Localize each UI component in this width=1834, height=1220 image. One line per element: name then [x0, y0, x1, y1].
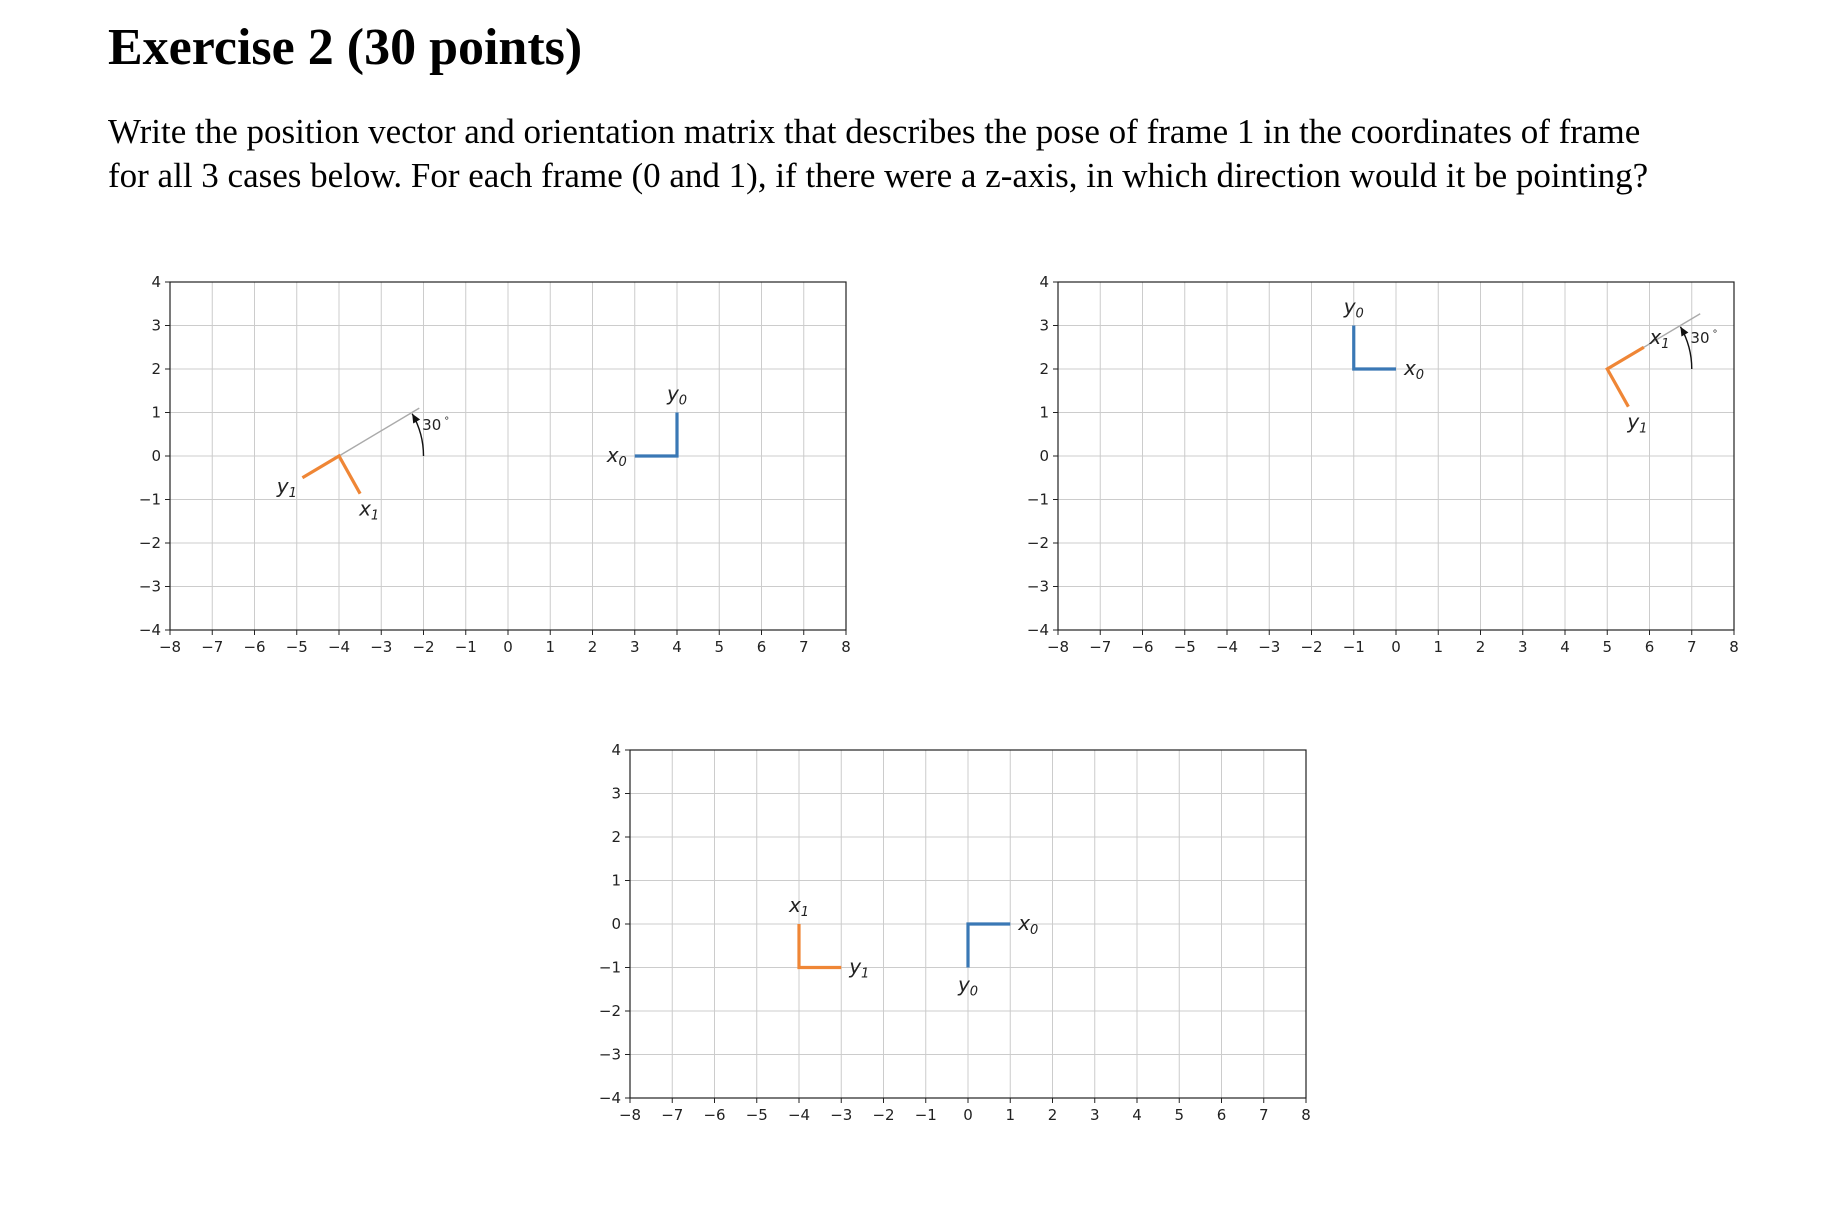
x-tick-label: 7: [1686, 638, 1697, 656]
x-tick-label: 1: [1433, 638, 1444, 656]
frame0-y-axis-label: $y_0$: [1343, 294, 1364, 322]
y-tick-label: −3: [1026, 577, 1049, 596]
exercise-instructions: [108, 110, 1834, 198]
x-tick-label: −7: [661, 1106, 684, 1124]
frame0-axes: [968, 924, 1010, 968]
frame1-x-axis-label: $x_1$: [1649, 325, 1670, 353]
frame0-x-axis-label: $x_0$: [606, 443, 627, 470]
x-tick-label: 0: [1391, 638, 1401, 656]
x-tick-label: −6: [1131, 638, 1154, 656]
plot-case-3: [590, 730, 1430, 1180]
angle-label: [422, 416, 449, 434]
instruction-line: for all 3 cases below. For each frame (0 and 1), if there were a z-axis, in which direction would it be pointing?: [108, 156, 1649, 195]
frame1-y-axis-label: $y_1$: [849, 954, 870, 982]
frame0-y-axis-label: $y_0$: [957, 972, 979, 1000]
y-tick-label: −2: [1026, 534, 1049, 552]
x-tick-label: 5: [1174, 1106, 1185, 1124]
y-tick-label: 0: [611, 915, 621, 933]
x-tick-label: 4: [672, 638, 682, 656]
angle-label: [1690, 329, 1717, 347]
frame1-axes: [799, 924, 841, 968]
x-tick-label: 4: [1132, 1106, 1142, 1124]
y-tick-label: −3: [138, 577, 161, 596]
x-tick-label: 6: [1216, 1106, 1227, 1124]
frame0-axes: [635, 413, 677, 457]
frame1-y-axis-label: $y_1$: [276, 473, 297, 501]
x-tick-label: 2: [1475, 638, 1486, 656]
y-tick-label: 1: [611, 871, 621, 890]
x-tick-label: −6: [703, 1106, 726, 1124]
x-tick-label: 5: [1602, 638, 1613, 656]
y-tick-label: −2: [598, 1002, 621, 1020]
x-tick-label: −5: [1173, 638, 1196, 656]
y-tick-label: −4: [138, 621, 161, 639]
angle-value: 30: [422, 415, 442, 434]
x-tick-label: 2: [1047, 1106, 1058, 1124]
x-tick-label: 0: [503, 638, 513, 656]
x-tick-label: 7: [1258, 1106, 1269, 1124]
y-tick-label: −1: [598, 958, 621, 977]
y-tick-label: 0: [151, 447, 161, 465]
x-tick-label: −6: [243, 638, 266, 656]
x-tick-label: 3: [629, 638, 640, 656]
frame0-y-axis-label: $y_0$: [666, 381, 688, 409]
x-tick-label: 5: [714, 638, 725, 656]
y-tick-label: 4: [151, 273, 161, 291]
y-tick-label: 2: [1039, 360, 1049, 378]
x-tick-label: −8: [158, 638, 182, 656]
exercise-title: Exercise 2 (30 points): [108, 19, 583, 76]
x-tick-label: −4: [787, 1106, 811, 1124]
x-tick-label: −1: [1342, 638, 1365, 656]
x-tick-label: −2: [412, 638, 435, 656]
x-tick-label: 0: [963, 1106, 973, 1124]
x-tick-label: −3: [370, 638, 393, 656]
angle-unit: °: [444, 415, 450, 427]
x-tick-label: −4: [1215, 638, 1239, 656]
frame0-axes: [1354, 326, 1396, 370]
y-tick-label: −3: [598, 1045, 621, 1064]
angle-value: 30: [1690, 328, 1710, 347]
x-tick-label: 6: [1644, 638, 1655, 656]
frame1-axes: [302, 456, 360, 494]
x-tick-label: 8: [841, 638, 851, 656]
x-tick-label: −3: [1258, 638, 1281, 656]
frame1-x-axis-label: $x_1$: [788, 893, 810, 920]
x-tick-label: −2: [1300, 638, 1323, 656]
frame1-axes: [1607, 347, 1644, 406]
x-tick-label: −4: [327, 638, 351, 656]
y-tick-label: 0: [1039, 447, 1049, 465]
x-tick-label: −7: [201, 638, 224, 656]
y-tick-label: 2: [611, 828, 621, 846]
plot-case-1: [130, 262, 970, 712]
x-tick-label: −8: [1046, 638, 1070, 656]
y-tick-label: 1: [151, 403, 161, 422]
x-tick-label: −1: [914, 1106, 937, 1124]
y-tick-label: 2: [151, 360, 161, 378]
frame1-y-axis-label: $y_1$: [1627, 409, 1648, 437]
x-tick-label: −5: [285, 638, 308, 656]
y-tick-label: 3: [151, 316, 161, 335]
frame1-x-axis-label: $x_1$: [359, 496, 380, 524]
x-tick-label: −8: [618, 1106, 642, 1124]
x-tick-label: 6: [756, 638, 767, 656]
x-tick-label: 4: [1560, 638, 1570, 656]
instruction-line: Write the position vector and orientation matrix that describes the pose of frame 1 in the coordinates of frame: [108, 112, 1641, 151]
frame0-x-axis-label: $x_0$: [1403, 356, 1425, 383]
x-tick-label: 1: [545, 638, 556, 656]
x-tick-label: −2: [872, 1106, 895, 1124]
y-tick-label: −2: [138, 534, 161, 552]
x-tick-label: −3: [830, 1106, 853, 1124]
x-tick-label: 1: [1005, 1106, 1016, 1124]
x-tick-label: −7: [1089, 638, 1112, 656]
angle-unit: °: [1712, 328, 1718, 340]
angle-guide-line: [339, 408, 419, 456]
y-tick-label: −4: [598, 1089, 621, 1107]
y-tick-label: 3: [1039, 316, 1049, 335]
frame0-x-axis-label: $x_0$: [1018, 911, 1039, 938]
y-tick-label: 4: [611, 741, 621, 759]
y-tick-label: −1: [138, 490, 161, 509]
x-tick-label: 8: [1301, 1106, 1311, 1124]
plot-case-2: [1018, 262, 1834, 712]
y-tick-label: −1: [1026, 490, 1049, 509]
x-tick-label: 3: [1089, 1106, 1100, 1124]
y-tick-label: 1: [1039, 403, 1049, 422]
y-tick-label: −4: [1026, 621, 1049, 639]
x-tick-label: 3: [1517, 638, 1528, 656]
x-tick-label: 8: [1729, 638, 1739, 656]
x-tick-label: 7: [798, 638, 809, 656]
x-tick-label: −5: [745, 1106, 768, 1124]
x-tick-label: −1: [454, 638, 477, 656]
x-tick-label: 2: [587, 638, 598, 656]
y-tick-label: 4: [1039, 273, 1049, 291]
y-tick-label: 3: [611, 784, 621, 803]
